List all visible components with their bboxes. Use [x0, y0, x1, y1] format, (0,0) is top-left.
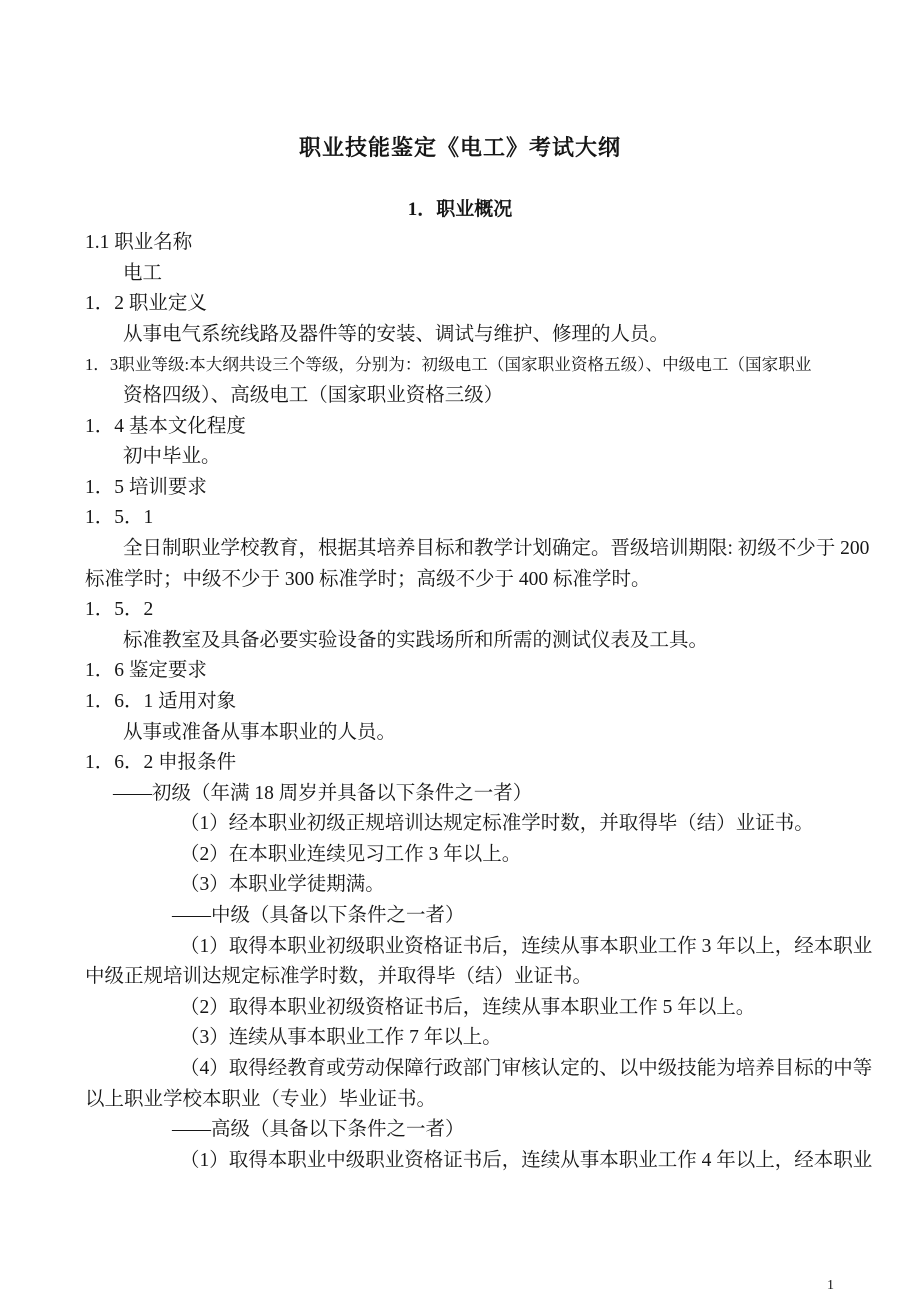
text-line: （1）取得本职业中级职业资格证书后，连续从事本职业工作 4 年以上，经本职业: [180, 1149, 873, 1171]
text-line: 从事或准备从事本职业的人员。: [123, 721, 397, 743]
text-line: （1）取得本职业初级职业资格证书后，连续从事本职业工作 3 年以上，经本职业: [180, 935, 873, 957]
text-line: （3）连续从事本职业工作 7 年以上。: [180, 1027, 502, 1049]
text-line: 中级正规培训达规定标准学时数，并取得毕（结）业证书。: [85, 966, 593, 988]
text-line: 1．5．1: [85, 507, 154, 529]
text-line: ——初级（年满 18 周岁并具备以下条件之一者）: [113, 782, 533, 804]
text-line: 标准学时；中级不少于 300 标准学时；高级不少于 400 标准学时。: [85, 568, 651, 590]
text-line: ——中级（具备以下条件之一者）: [172, 905, 465, 927]
page-number: 1: [827, 1278, 834, 1293]
text-line: 全日制职业学校教育，根据其培养目标和教学计划确定。晋级培训期限: 初级不少于 200: [123, 537, 870, 559]
text-line: 1．5．2: [85, 599, 154, 621]
text-line: 1．6 鉴定要求: [85, 660, 207, 682]
text-line: 初中毕业。: [123, 446, 221, 468]
text-line: （1）经本职业初级正规培训达规定标准学时数，并取得毕（结）业证书。: [180, 813, 814, 835]
text-line: 以上职业学校本职业（专业）毕业证书。: [85, 1088, 437, 1110]
text-line: （4）取得经教育或劳动保障行政部门审核认定的、以中级技能为培养目标的中等: [180, 1058, 873, 1080]
text-line: （2）在本职业连续见习工作 3 年以上。: [180, 843, 522, 865]
text-line: 资格四级）、高级电工（国家职业资格三级）: [123, 384, 504, 406]
text-line: 1．3职业等级:本大纲共设三个等级，分别为：初级电工（国家职业资格五级）、中级电工（国家职业: [85, 355, 812, 375]
text-line: 1.1 职业名称: [85, 232, 193, 253]
text-line: 1．6．1 适用对象: [85, 690, 237, 712]
text-line: （2）取得本职业初级资格证书后，连续从事本职业工作 5 年以上。: [180, 996, 756, 1018]
text-line: 1．2 职业定义: [85, 293, 207, 315]
text-line: 1．5 培训要求: [85, 476, 207, 498]
text-line: （3）本职业学徒期满。: [180, 874, 385, 896]
text-line: 从事电气系统线路及器件等的安装、调试与维护、修理的人员。: [123, 323, 670, 345]
text-line: ——高级（具备以下条件之一者）: [172, 1119, 465, 1141]
text-line: 1．6．2 申报条件: [85, 752, 237, 774]
section-heading: 1．职业概况: [407, 199, 513, 220]
document-body: [85, 228, 873, 1176]
text-line: 标准教室及具备必要实验设备的实践场所和所需的测试仪表及工具。: [123, 629, 709, 651]
document-title: 职业技能鉴定《电工》考试大纲: [298, 135, 621, 160]
text-line: 1．4 基本文化程度: [85, 415, 246, 437]
text-line: 电工: [123, 262, 163, 284]
